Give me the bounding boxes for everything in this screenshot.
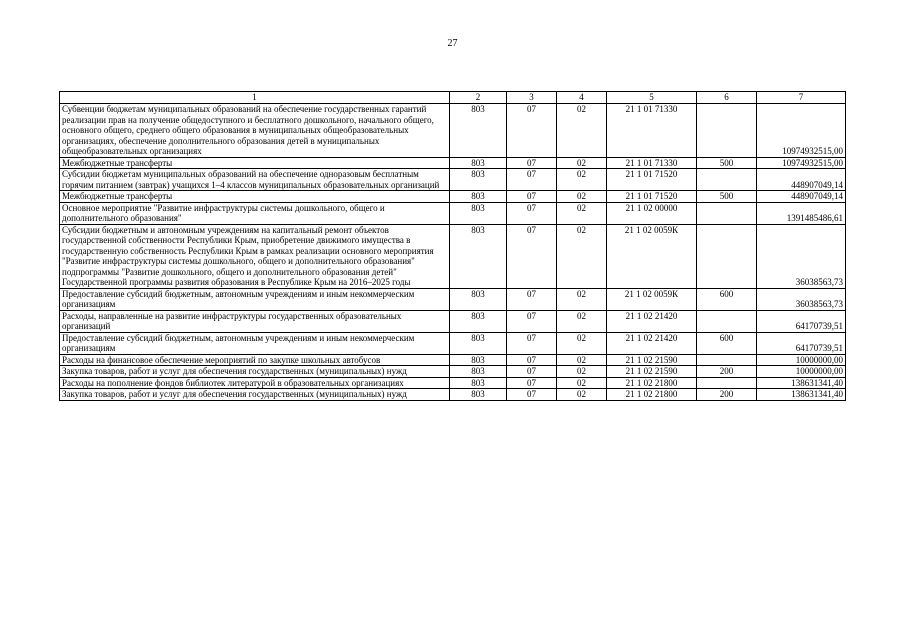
table-row — [60, 310, 846, 332]
row-section: 07 — [507, 377, 557, 389]
column-number-1: 1 — [60, 92, 450, 104]
row-name: Субсидии бюджетам муниципальных образований на обеспечение одноразовым бесплатным горячим питанием (завтрак) учащихся 1–4 классов муниципальных образовательных организаций — [60, 169, 450, 191]
table-row — [60, 377, 846, 389]
row-ministry-code: 803 — [450, 157, 507, 169]
row-name: Расходы, направленные на развитие инфраструктуры государственных образовательных организаций — [60, 310, 450, 332]
row-name: Субсидии бюджетным и автономным учреждениям на капитальный ремонт объектов государственной собственности Республики Крым, приобретение движимого имущества в государственную собственность Республики Крым в рамках реализации основного мероприятия "Развитие инфраструктуры системы дошкольного, общего и дополнительного образования" подпрограммы "Развитие дошкольного, общего и дополнительного образования детей" Государственной программы развития образования в Республике Крым на 2016–2025 годы — [60, 224, 450, 288]
row-amount: 36038563,73 — [757, 288, 846, 310]
row-section: 07 — [507, 202, 557, 224]
row-name: Закупка товаров, работ и услуг для обеспечения государственных (муниципальных) нужд — [60, 389, 450, 401]
row-ministry-code: 803 — [450, 224, 507, 288]
row-name: Межбюджетные трансферты — [60, 191, 450, 203]
row-expense-type — [697, 354, 757, 366]
row-subsection: 02 — [557, 366, 607, 378]
row-section: 07 — [507, 389, 557, 401]
row-target-article: 21 1 01 71330 — [607, 157, 697, 169]
row-ministry-code: 803 — [450, 366, 507, 378]
row-target-article: 21 1 02 0059К — [607, 288, 697, 310]
row-amount: 1391485486,61 — [757, 202, 846, 224]
row-subsection: 02 — [557, 377, 607, 389]
row-target-article: 21 1 01 71330 — [607, 104, 697, 158]
row-name: Предоставление субсидий бюджетным, автономным учреждениям и иным некоммерческим организациям — [60, 288, 450, 310]
row-ministry-code: 803 — [450, 104, 507, 158]
row-ministry-code: 803 — [450, 310, 507, 332]
row-amount: 10974932515,00 — [757, 104, 846, 158]
row-target-article: 21 1 02 21420 — [607, 310, 697, 332]
row-ministry-code: 803 — [450, 202, 507, 224]
column-number-2: 2 — [450, 92, 507, 104]
row-expense-type: 500 — [697, 157, 757, 169]
page-number: 27 — [447, 38, 458, 49]
column-number-6: 6 — [697, 92, 757, 104]
row-name: Основное мероприятие "Развитие инфраструктуры системы дошкольного, общего и дополнительного образования" — [60, 202, 450, 224]
row-amount: 36038563,73 — [757, 224, 846, 288]
row-expense-type — [697, 104, 757, 158]
row-target-article: 21 1 02 21800 — [607, 389, 697, 401]
row-amount: 64170739,51 — [757, 332, 846, 354]
row-expense-type — [697, 310, 757, 332]
row-expense-type — [697, 224, 757, 288]
row-ministry-code: 803 — [450, 377, 507, 389]
row-ministry-code: 803 — [450, 191, 507, 203]
table-row — [60, 389, 846, 401]
row-section: 07 — [507, 310, 557, 332]
row-amount: 10000000,00 — [757, 354, 846, 366]
row-target-article: 21 1 02 21590 — [607, 366, 697, 378]
budget-table-body — [60, 92, 846, 401]
row-subsection: 02 — [557, 389, 607, 401]
row-name: Субвенции бюджетам муниципальных образований на обеспечение государственных гарантий реализации прав на получение общедоступного и бесплатного дошкольного, начального общего, основного общего, среднего общего образования в муниципальных общеобразовательных организациях, обеспечение дополнительного образования детей в муниципальных общеобразовательных организациях — [60, 104, 450, 158]
row-target-article: 21 1 01 71520 — [607, 169, 697, 191]
row-expense-type — [697, 377, 757, 389]
row-name: Расходы на пополнение фондов библиотек литературой в образовательных организациях — [60, 377, 450, 389]
row-section: 07 — [507, 224, 557, 288]
table-row — [60, 224, 846, 288]
row-amount: 10000000,00 — [757, 366, 846, 378]
row-subsection: 02 — [557, 104, 607, 158]
row-subsection: 02 — [557, 332, 607, 354]
row-name: Межбюджетные трансферты — [60, 157, 450, 169]
row-ministry-code: 803 — [450, 389, 507, 401]
row-expense-type — [697, 169, 757, 191]
row-subsection: 02 — [557, 288, 607, 310]
table-row — [60, 366, 846, 378]
row-section: 07 — [507, 169, 557, 191]
row-target-article: 21 1 02 0059К — [607, 224, 697, 288]
row-target-article: 21 1 02 21420 — [607, 332, 697, 354]
column-number-7: 7 — [757, 92, 846, 104]
row-amount: 448907049,14 — [757, 169, 846, 191]
row-name: Предоставление субсидий бюджетным, автономным учреждениям и иным некоммерческим организациям — [60, 332, 450, 354]
row-amount: 10974932515,00 — [757, 157, 846, 169]
row-target-article: 21 1 02 00000 — [607, 202, 697, 224]
row-expense-type: 600 — [697, 332, 757, 354]
row-target-article: 21 1 01 71520 — [607, 191, 697, 203]
row-expense-type: 200 — [697, 389, 757, 401]
budget-table — [59, 91, 846, 401]
row-ministry-code: 803 — [450, 354, 507, 366]
column-number-4: 4 — [557, 92, 607, 104]
row-name: Закупка товаров, работ и услуг для обеспечения государственных (муниципальных) нужд — [60, 366, 450, 378]
row-section: 07 — [507, 104, 557, 158]
table-row — [60, 104, 846, 158]
table-row — [60, 354, 846, 366]
row-ministry-code: 803 — [450, 169, 507, 191]
row-amount: 138631341,40 — [757, 389, 846, 401]
row-amount: 64170739,51 — [757, 310, 846, 332]
table-row — [60, 191, 846, 203]
row-amount: 138631341,40 — [757, 377, 846, 389]
table-row — [60, 288, 846, 310]
column-number-5: 5 — [607, 92, 697, 104]
row-subsection: 02 — [557, 191, 607, 203]
row-expense-type: 200 — [697, 366, 757, 378]
table-row — [60, 202, 846, 224]
row-section: 07 — [507, 157, 557, 169]
row-subsection: 02 — [557, 224, 607, 288]
row-subsection: 02 — [557, 202, 607, 224]
row-expense-type: 500 — [697, 191, 757, 203]
row-name: Расходы на финансовое обеспечение мероприятий по закупке школьных автобусов — [60, 354, 450, 366]
row-subsection: 02 — [557, 169, 607, 191]
row-amount: 448907049,14 — [757, 191, 846, 203]
row-expense-type — [697, 202, 757, 224]
row-target-article: 21 1 02 21590 — [607, 354, 697, 366]
table-row — [60, 332, 846, 354]
column-number-3: 3 — [507, 92, 557, 104]
row-subsection: 02 — [557, 354, 607, 366]
row-ministry-code: 803 — [450, 332, 507, 354]
row-section: 07 — [507, 191, 557, 203]
row-subsection: 02 — [557, 310, 607, 332]
row-section: 07 — [507, 354, 557, 366]
row-expense-type: 600 — [697, 288, 757, 310]
row-section: 07 — [507, 366, 557, 378]
row-section: 07 — [507, 332, 557, 354]
row-subsection: 02 — [557, 157, 607, 169]
table-row — [60, 157, 846, 169]
row-target-article: 21 1 02 21800 — [607, 377, 697, 389]
table-row — [60, 169, 846, 191]
row-ministry-code: 803 — [450, 288, 507, 310]
row-section: 07 — [507, 288, 557, 310]
column-number-row — [60, 92, 846, 104]
